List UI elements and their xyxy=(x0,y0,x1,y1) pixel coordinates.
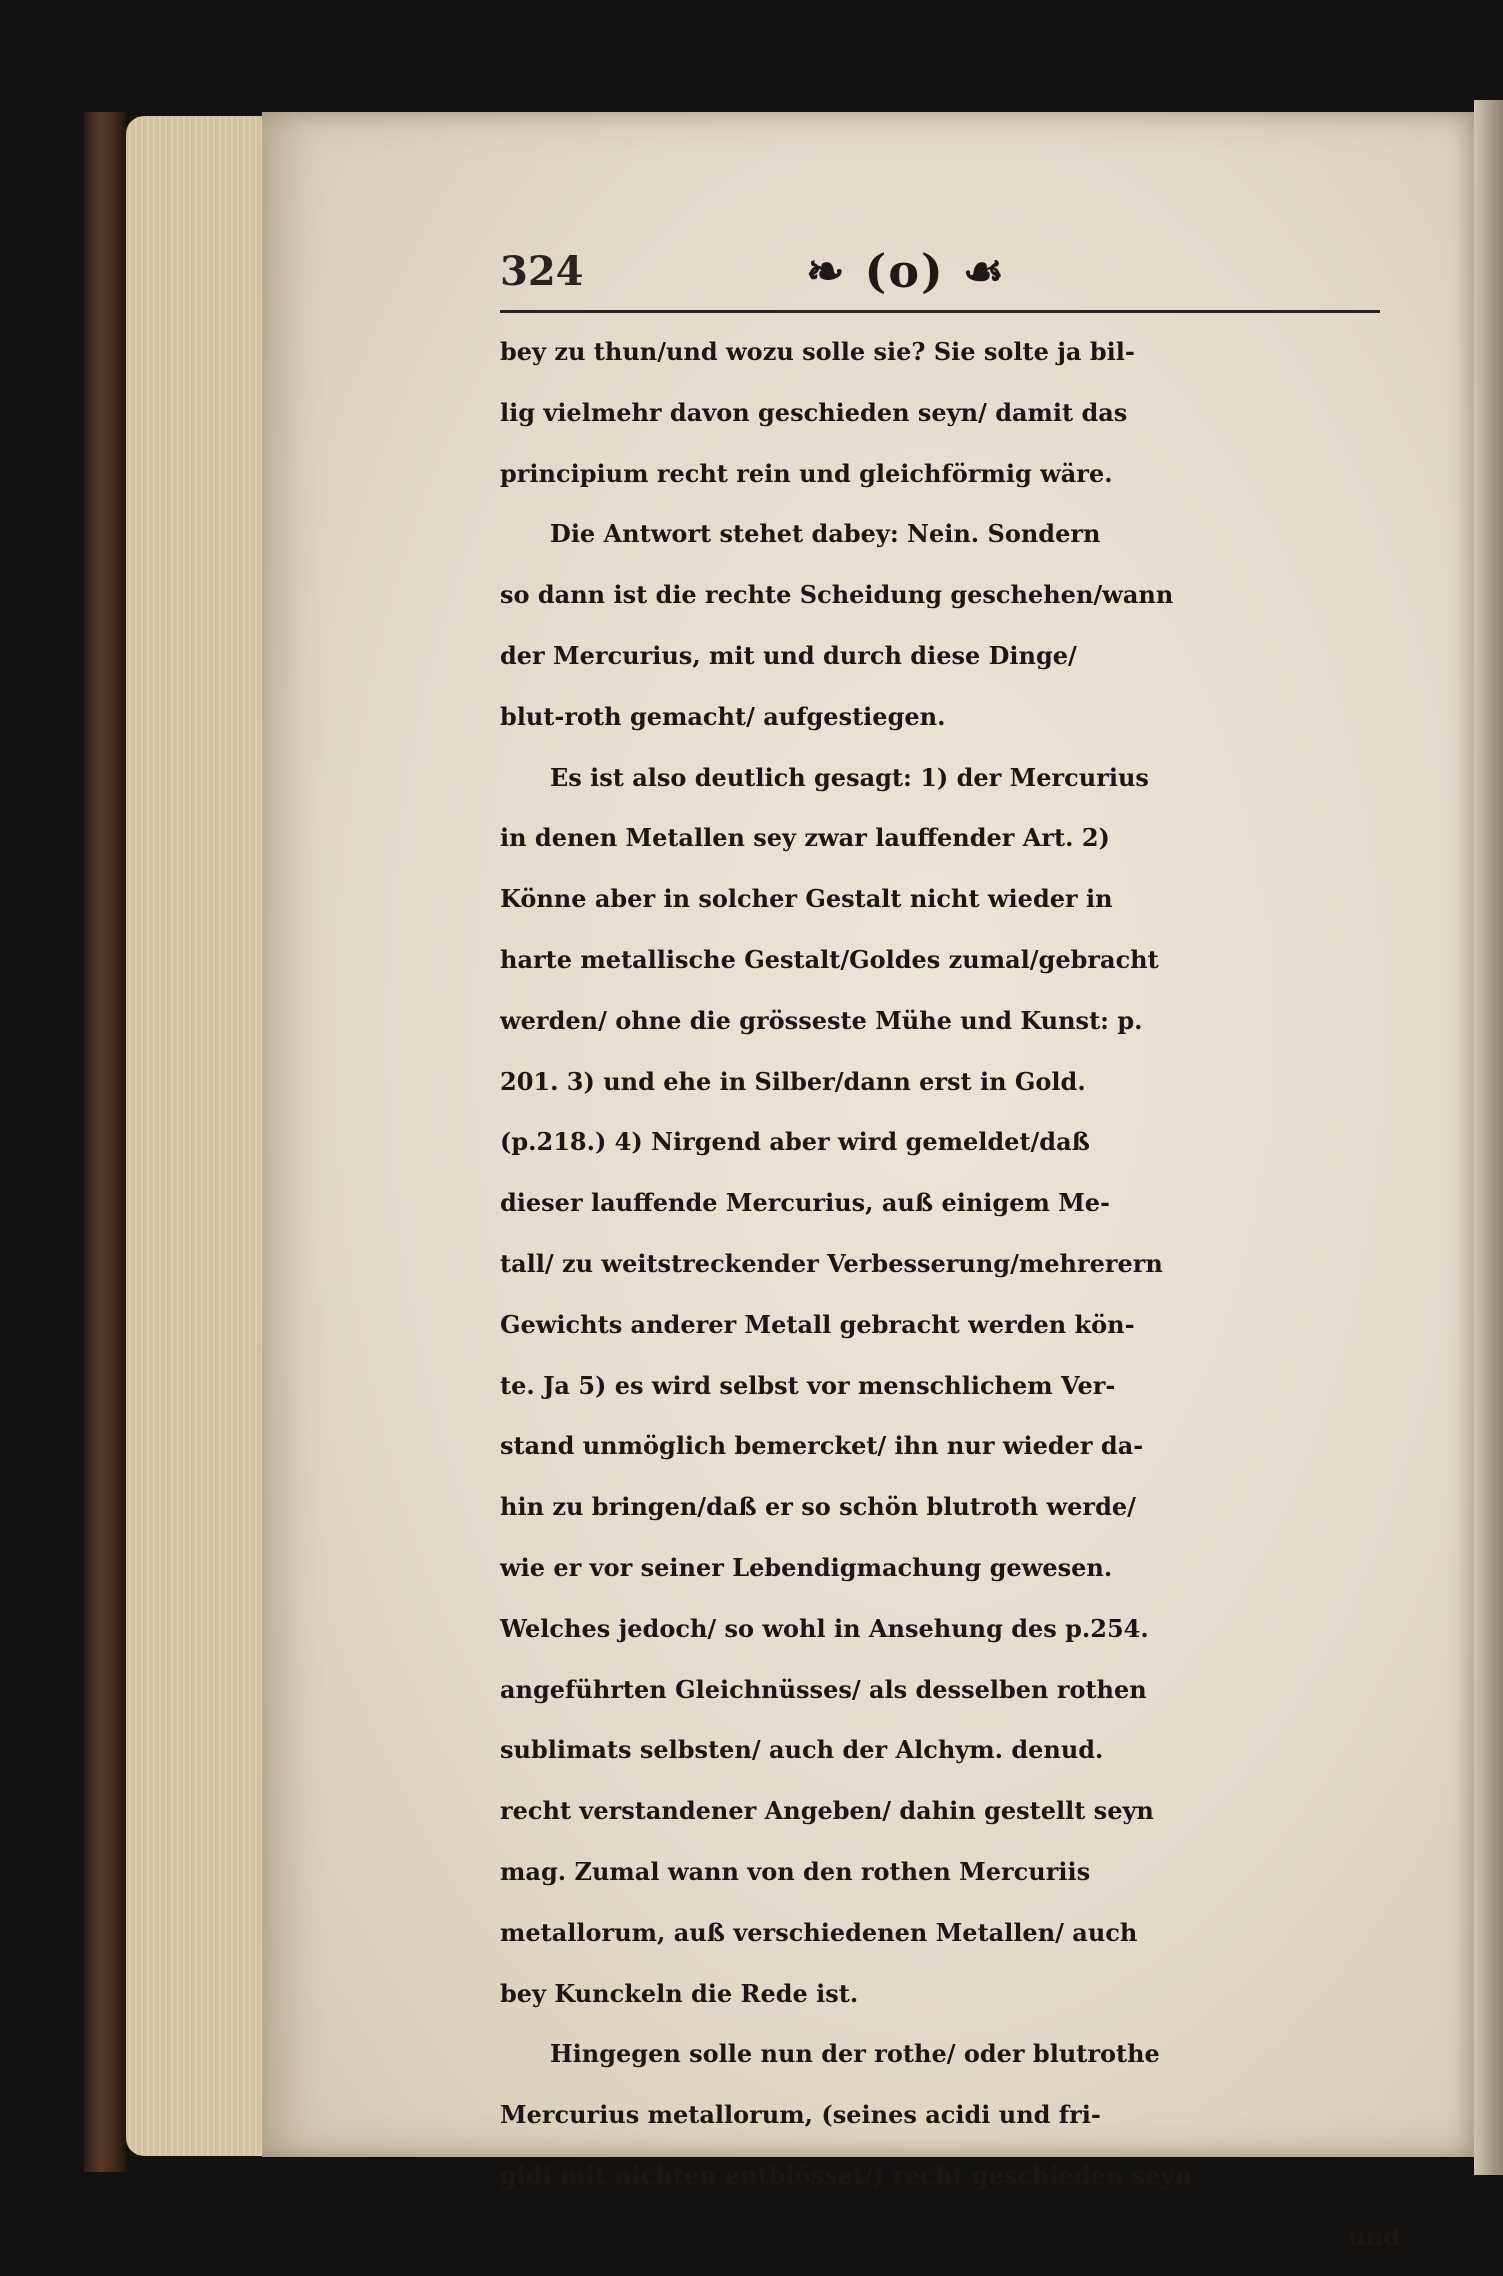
text-line: Welches jedoch/ so wohl in Ansehung des p.254. xyxy=(500,1613,1149,1643)
text-line: tall/ zu weitstreckender Verbesserung/mehrerern xyxy=(500,1248,1163,1278)
text-line: dieser lauffende Mercurius, auß einigem Me- xyxy=(500,1188,1111,1218)
page-header xyxy=(500,244,1400,318)
book-spine xyxy=(84,112,126,2172)
text-line: principium recht rein und gleichförmig wäre. xyxy=(500,458,1113,488)
text-line: Könne aber in solcher Gestalt nicht wieder in xyxy=(500,884,1113,914)
catchword: und xyxy=(1348,2221,1400,2251)
facing-page-edge xyxy=(1474,100,1503,2175)
page-number: 324 xyxy=(500,248,584,295)
text-line: te. Ja 5) es wird selbst vor menschlichem Ver- xyxy=(500,1370,1116,1400)
text-line: in denen Metallen sey zwar lauffender Art. 2) xyxy=(500,823,1110,853)
text-line: der Mercurius, mit und durch diese Dinge/ xyxy=(500,640,1077,670)
text-line: lig vielmehr davon geschieden seyn/ damit das xyxy=(500,397,1128,427)
text-line: gidi mit nichten entblösset/) recht geschieden seyn xyxy=(500,2160,1192,2190)
text-line: (p.218.) 4) Nirgend aber wird gemeldet/daß xyxy=(500,1127,1090,1157)
text-line: stand unmöglich bemercket/ ihn nur wieder da- xyxy=(500,1431,1144,1461)
text-line: werden/ ohne die grösseste Mühe und Kunst: p. xyxy=(500,1005,1143,1035)
text-line: so dann ist die rechte Scheidung geschehen/wann xyxy=(500,580,1174,610)
text-line: angeführten Gleichnüsses/ als desselben rothen xyxy=(500,1674,1147,1704)
text-line: blut-roth gemacht/ aufgestiegen. xyxy=(500,701,946,731)
running-head-ornament: ❧ (o) ☙ xyxy=(806,244,1007,298)
text-line: harte metallische Gestalt/Goldes zumal/gebracht xyxy=(500,944,1159,974)
text-line: sublimats selbsten/ auch der Alchym. denud. xyxy=(500,1735,1104,1765)
text-line: mag. Zumal wann von den rothen Mercuriis xyxy=(500,1856,1091,1886)
text-line: wie er vor seiner Lebendigmachung gewesen. xyxy=(500,1552,1113,1582)
text-line: bey zu thun/und wozu solle sie? Sie solte ja bil- xyxy=(500,337,1135,366)
body-text xyxy=(500,322,1420,2268)
text-line: Mercurius metallorum, (seines acidi und fri- xyxy=(500,2100,1101,2130)
text-line: Hingegen solle nun der rothe/ oder blutrothe xyxy=(550,2039,1160,2069)
text-line: 201. 3) und ehe in Silber/dann erst in Gold. xyxy=(500,1066,1086,1096)
text-line: Gewichts anderer Metall gebracht werden kön- xyxy=(500,1309,1135,1339)
text-line: recht verstandener Angeben/ dahin gestellt seyn xyxy=(500,1796,1154,1826)
text-line: bey Kunckeln die Rede ist. xyxy=(500,1978,859,2008)
text-line: metallorum, auß verschiedenen Metallen/ auch xyxy=(500,1917,1138,1947)
text-line: Die Antwort stehet dabey: Nein. Sondern xyxy=(550,519,1101,549)
text-line: hin zu bringen/daß er so schön blutroth werde/ xyxy=(500,1492,1136,1522)
text-line: Es ist also deutlich gesagt: 1) der Mercurius xyxy=(550,762,1149,792)
header-rule xyxy=(500,310,1380,313)
